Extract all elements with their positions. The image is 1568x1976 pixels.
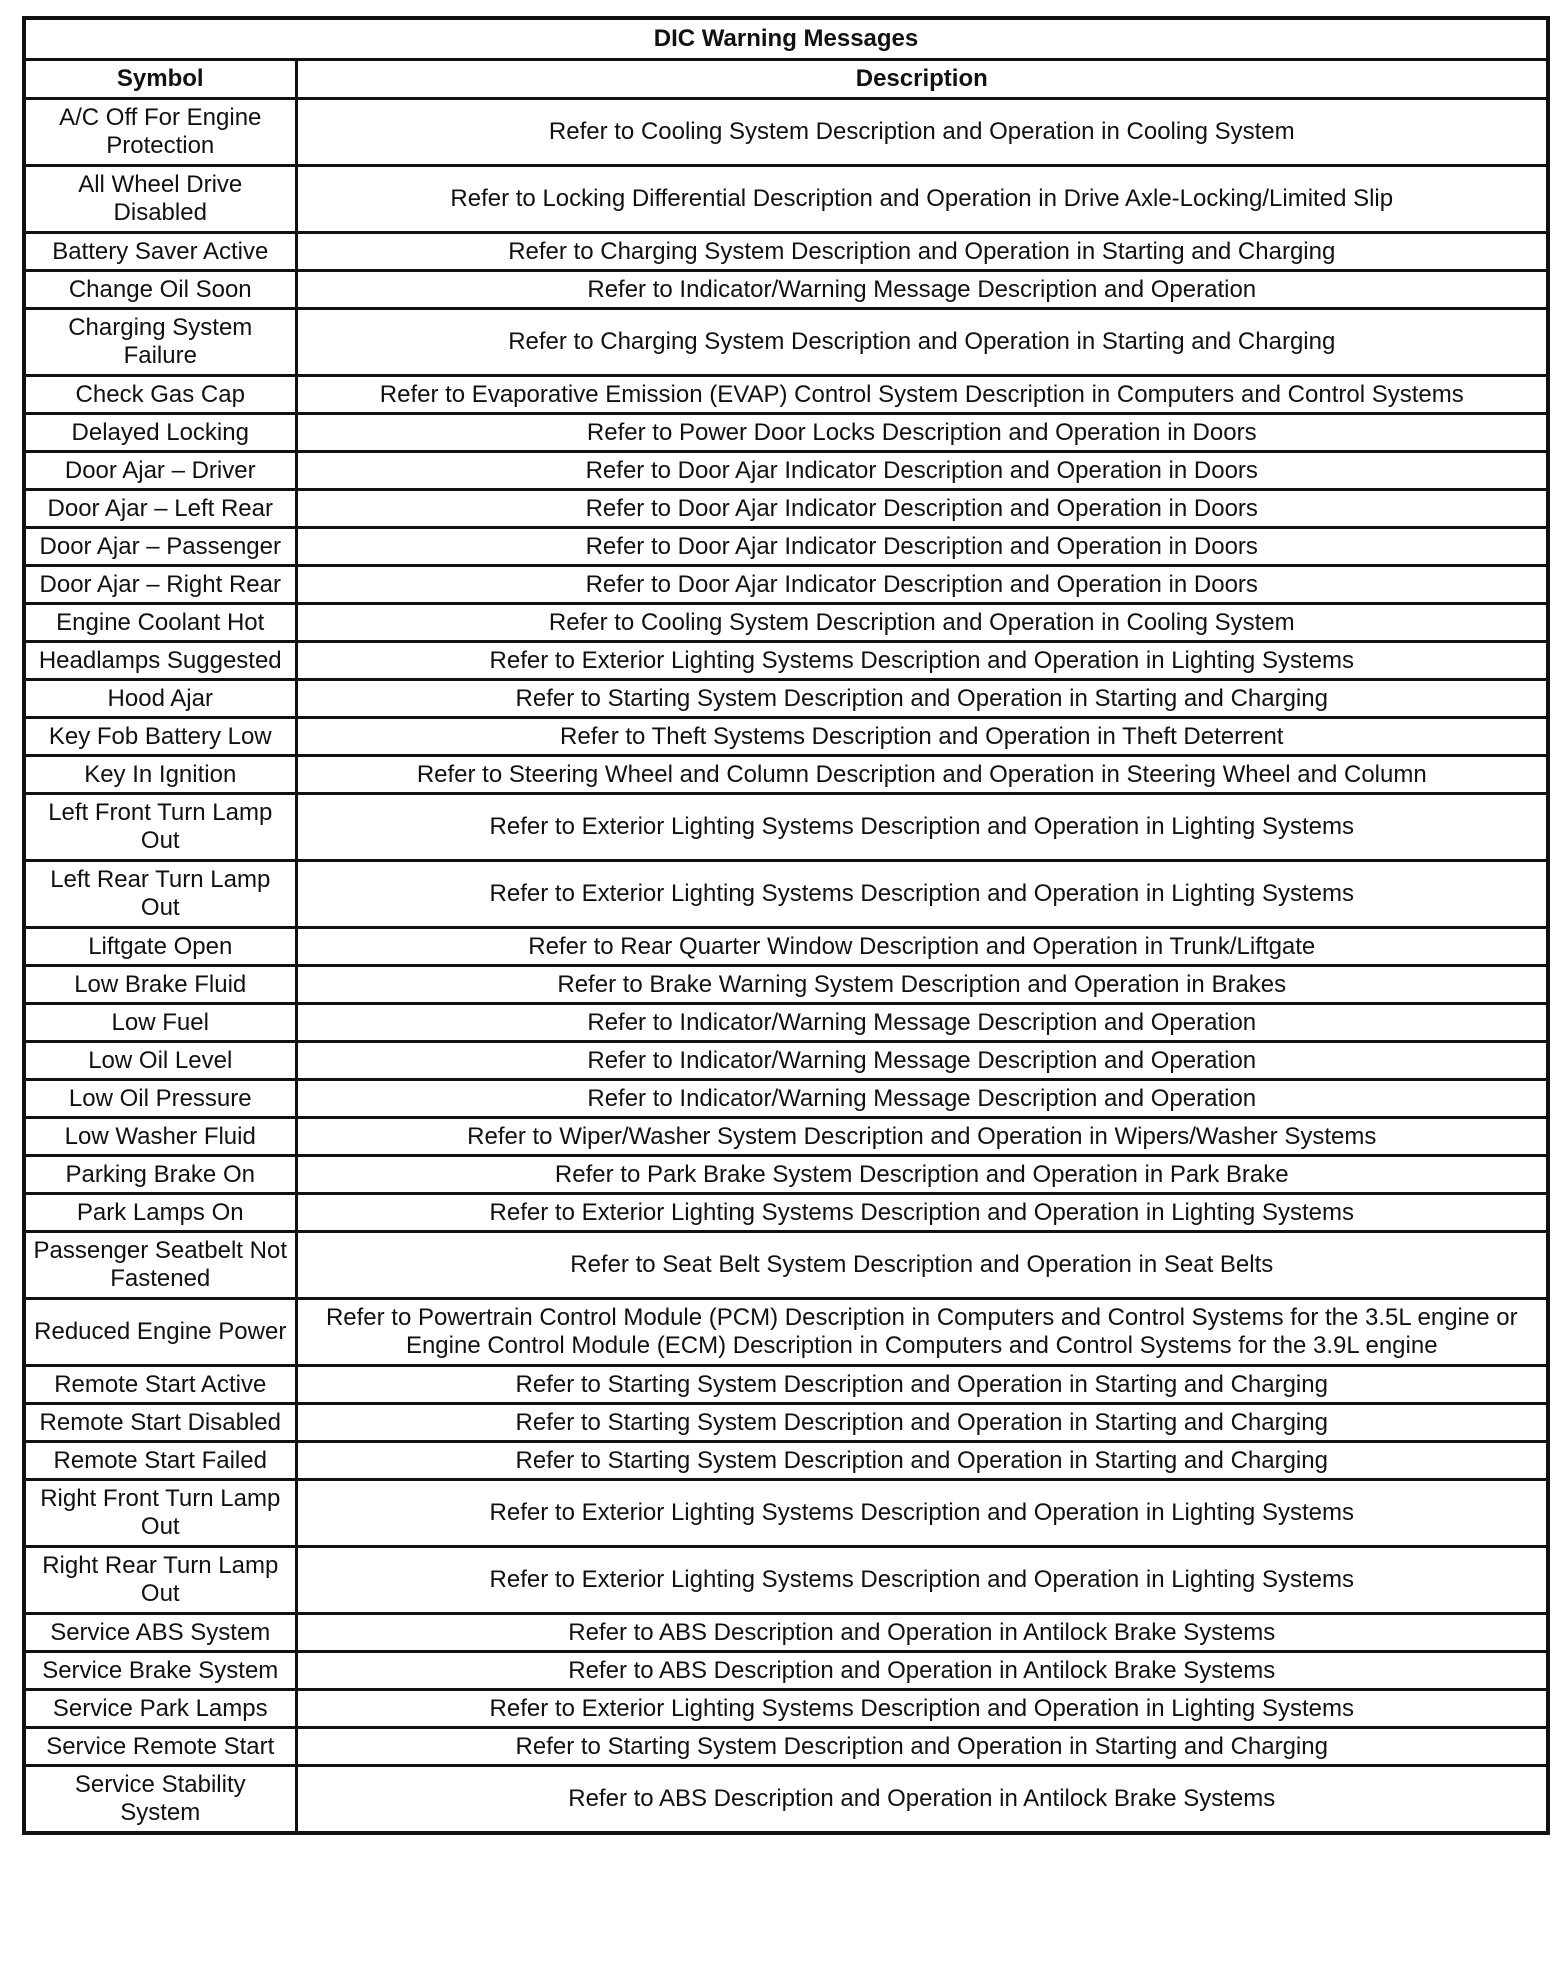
description-cell: Refer to Exterior Lighting Systems Description and Operation in Lighting Systems [296, 1547, 1548, 1614]
symbol-cell: Door Ajar – Driver [24, 452, 296, 490]
description-cell: Refer to Seat Belt System Description and Operation in Seat Belts [296, 1232, 1548, 1299]
description-cell: Refer to ABS Description and Operation in Antilock Brake Systems [296, 1614, 1548, 1652]
symbol-cell: Remote Start Failed [24, 1442, 296, 1480]
table-row [24, 1004, 1548, 1042]
table-row [24, 1614, 1548, 1652]
description-cell: Refer to Indicator/Warning Message Description and Operation [296, 1004, 1548, 1042]
table-row [24, 566, 1548, 604]
symbol-cell: Door Ajar – Left Rear [24, 490, 296, 528]
description-cell: Refer to Theft Systems Description and Operation in Theft Deterrent [296, 718, 1548, 756]
description-cell: Refer to Evaporative Emission (EVAP) Control System Description in Computers and Control Systems [296, 376, 1548, 414]
table-row [24, 414, 1548, 452]
description-cell: Refer to Exterior Lighting Systems Description and Operation in Lighting Systems [296, 642, 1548, 680]
symbol-cell: Service ABS System [24, 1614, 296, 1652]
symbol-cell: Key Fob Battery Low [24, 718, 296, 756]
description-cell: Refer to Brake Warning System Description and Operation in Brakes [296, 966, 1548, 1004]
description-cell: Refer to Door Ajar Indicator Description and Operation in Doors [296, 528, 1548, 566]
table-row [24, 718, 1548, 756]
symbol-cell: Liftgate Open [24, 928, 296, 966]
description-cell: Refer to Powertrain Control Module (PCM) Description in Computers and Control Systems for the 3.5L engine or Engine Control Module (ECM) Description in Computers and Control Systems for the 3.9L engine [296, 1299, 1548, 1366]
description-cell: Refer to Cooling System Description and Operation in Cooling System [296, 99, 1548, 166]
table-row [24, 528, 1548, 566]
table-row [24, 1728, 1548, 1766]
table-row [24, 861, 1548, 928]
description-cell: Refer to Power Door Locks Description and Operation in Doors [296, 414, 1548, 452]
table-caption-row [24, 18, 1548, 60]
symbol-cell: Check Gas Cap [24, 376, 296, 414]
symbol-cell: Change Oil Soon [24, 271, 296, 309]
description-cell: Refer to Indicator/Warning Message Description and Operation [296, 271, 1548, 309]
table-row [24, 1547, 1548, 1614]
table-row [24, 1442, 1548, 1480]
symbol-cell: Charging System Failure [24, 309, 296, 376]
table-row [24, 1080, 1548, 1118]
table-row [24, 1480, 1548, 1547]
table-row [24, 680, 1548, 718]
symbol-cell: Delayed Locking [24, 414, 296, 452]
description-cell: Refer to Starting System Description and Operation in Starting and Charging [296, 1728, 1548, 1766]
symbol-cell: Left Front Turn Lamp Out [24, 794, 296, 861]
symbol-cell: Headlamps Suggested [24, 642, 296, 680]
table-row [24, 642, 1548, 680]
description-cell: Refer to Indicator/Warning Message Description and Operation [296, 1042, 1548, 1080]
table-header-row [24, 60, 1548, 99]
description-cell: Refer to Exterior Lighting Systems Description and Operation in Lighting Systems [296, 1480, 1548, 1547]
symbol-cell: Parking Brake On [24, 1156, 296, 1194]
description-cell: Refer to Wiper/Washer System Description and Operation in Wipers/Washer Systems [296, 1118, 1548, 1156]
symbol-cell: All Wheel Drive Disabled [24, 166, 296, 233]
table-row [24, 794, 1548, 861]
table-body [24, 99, 1548, 1834]
description-cell: Refer to Steering Wheel and Column Description and Operation in Steering Wheel and Column [296, 756, 1548, 794]
description-cell: Refer to Exterior Lighting Systems Description and Operation in Lighting Systems [296, 794, 1548, 861]
column-header-description: Description [296, 60, 1548, 99]
table-row [24, 1194, 1548, 1232]
table-row [24, 1118, 1548, 1156]
table-row [24, 452, 1548, 490]
symbol-cell: Passenger Seatbelt Not Fastened [24, 1232, 296, 1299]
description-cell: Refer to Door Ajar Indicator Description and Operation in Doors [296, 566, 1548, 604]
symbol-cell: Low Fuel [24, 1004, 296, 1042]
description-cell: Refer to Cooling System Description and Operation in Cooling System [296, 604, 1548, 642]
table-row [24, 271, 1548, 309]
symbol-cell: Low Brake Fluid [24, 966, 296, 1004]
description-cell: Refer to Exterior Lighting Systems Description and Operation in Lighting Systems [296, 1194, 1548, 1232]
description-cell: Refer to Locking Differential Description and Operation in Drive Axle-Locking/Limited Slip [296, 166, 1548, 233]
symbol-cell: Left Rear Turn Lamp Out [24, 861, 296, 928]
description-cell: Refer to Rear Quarter Window Description and Operation in Trunk/Liftgate [296, 928, 1548, 966]
symbol-cell: Park Lamps On [24, 1194, 296, 1232]
symbol-cell: Door Ajar – Right Rear [24, 566, 296, 604]
symbol-cell: Door Ajar – Passenger [24, 528, 296, 566]
symbol-cell: Low Oil Pressure [24, 1080, 296, 1118]
table-row [24, 1404, 1548, 1442]
table-row [24, 233, 1548, 271]
description-cell: Refer to ABS Description and Operation in Antilock Brake Systems [296, 1652, 1548, 1690]
table-caption: DIC Warning Messages [24, 18, 1548, 60]
symbol-cell: Low Washer Fluid [24, 1118, 296, 1156]
description-cell: Refer to Door Ajar Indicator Description and Operation in Doors [296, 452, 1548, 490]
description-cell: Refer to Exterior Lighting Systems Description and Operation in Lighting Systems [296, 1690, 1548, 1728]
dic-warning-messages-table [22, 16, 1550, 1835]
symbol-cell: Engine Coolant Hot [24, 604, 296, 642]
symbol-cell: Key In Ignition [24, 756, 296, 794]
description-cell: Refer to Charging System Description and Operation in Starting and Charging [296, 309, 1548, 376]
table-row [24, 1156, 1548, 1194]
table-row [24, 1366, 1548, 1404]
description-cell: Refer to Indicator/Warning Message Description and Operation [296, 1080, 1548, 1118]
description-cell: Refer to Starting System Description and Operation in Starting and Charging [296, 1366, 1548, 1404]
symbol-cell: Right Front Turn Lamp Out [24, 1480, 296, 1547]
table-row [24, 1652, 1548, 1690]
table-row [24, 966, 1548, 1004]
table-row [24, 1766, 1548, 1834]
description-cell: Refer to Starting System Description and Operation in Starting and Charging [296, 1442, 1548, 1480]
column-header-symbol: Symbol [24, 60, 296, 99]
symbol-cell: Reduced Engine Power [24, 1299, 296, 1366]
table-row [24, 166, 1548, 233]
table-row [24, 1042, 1548, 1080]
symbol-cell: Service Stability System [24, 1766, 296, 1834]
description-cell: Refer to Starting System Description and Operation in Starting and Charging [296, 680, 1548, 718]
description-cell: Refer to Exterior Lighting Systems Description and Operation in Lighting Systems [296, 861, 1548, 928]
symbol-cell: Service Brake System [24, 1652, 296, 1690]
table-row [24, 490, 1548, 528]
table-row [24, 309, 1548, 376]
table-row [24, 756, 1548, 794]
table-row [24, 928, 1548, 966]
description-cell: Refer to Door Ajar Indicator Description and Operation in Doors [296, 490, 1548, 528]
description-cell: Refer to ABS Description and Operation in Antilock Brake Systems [296, 1766, 1548, 1834]
symbol-cell: Right Rear Turn Lamp Out [24, 1547, 296, 1614]
symbol-cell: Service Remote Start [24, 1728, 296, 1766]
table-row [24, 1299, 1548, 1366]
symbol-cell: Low Oil Level [24, 1042, 296, 1080]
table-row [24, 604, 1548, 642]
table-row [24, 376, 1548, 414]
symbol-cell: Service Park Lamps [24, 1690, 296, 1728]
description-cell: Refer to Park Brake System Description and Operation in Park Brake [296, 1156, 1548, 1194]
symbol-cell: Remote Start Disabled [24, 1404, 296, 1442]
symbol-cell: Remote Start Active [24, 1366, 296, 1404]
symbol-cell: A/C Off For Engine Protection [24, 99, 296, 166]
table-row [24, 99, 1548, 166]
symbol-cell: Hood Ajar [24, 680, 296, 718]
table-row [24, 1690, 1548, 1728]
description-cell: Refer to Starting System Description and Operation in Starting and Charging [296, 1404, 1548, 1442]
table-row [24, 1232, 1548, 1299]
symbol-cell: Battery Saver Active [24, 233, 296, 271]
description-cell: Refer to Charging System Description and Operation in Starting and Charging [296, 233, 1548, 271]
